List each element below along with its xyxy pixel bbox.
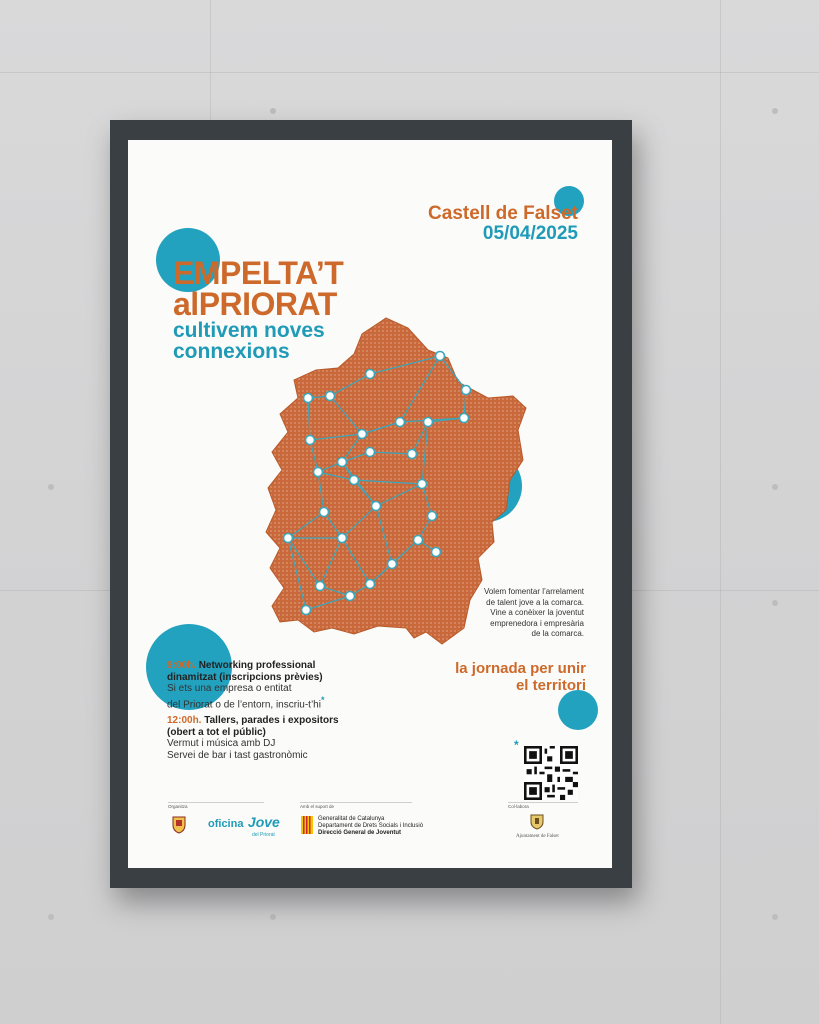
subtitle-line-2: connexions <box>173 340 290 363</box>
footer-divider <box>168 802 264 803</box>
poster-subtitle <box>173 320 325 362</box>
schedule-title: Networking professional <box>198 660 316 671</box>
qr-asterisk: * <box>514 738 519 752</box>
catalonia-flag-icon <box>301 816 313 834</box>
schedule-title: Tallers, parades i expositors <box>204 715 339 727</box>
schedule-time: 12:00h. <box>167 715 202 727</box>
subtitle-line-1: cultivem noves <box>173 319 325 342</box>
wall-hole <box>48 914 54 920</box>
footer-divider <box>300 802 412 803</box>
title-line-1: EMPELTA’T <box>173 255 344 291</box>
shield-crest-icon <box>172 816 186 834</box>
generalitat-line: Direcció General de Joventut <box>318 830 402 836</box>
footer-organitza-label: Organitza <box>168 804 188 809</box>
jove-logo-text: Jove <box>247 814 280 830</box>
schedule <box>167 660 339 761</box>
generalitat-line: Departament de Drets Socials i Inclusió <box>318 823 424 829</box>
footer-suport-label: Amb el suport de <box>300 804 335 809</box>
ajuntament-falset-label: Ajuntament de Falset <box>516 834 559 839</box>
schedule-item-morning <box>167 660 339 710</box>
wall-seam <box>210 0 211 120</box>
intro-text <box>404 587 584 640</box>
asterisk-mark: * <box>320 694 325 705</box>
schedule-item-noon <box>167 715 339 761</box>
generalitat-line: Generalitat de Catalunya <box>318 816 385 822</box>
poster-title <box>173 255 344 322</box>
falset-crest-icon <box>530 814 544 830</box>
generalitat-logo-text <box>318 816 423 837</box>
intro-line: de la comarca. <box>531 629 584 638</box>
footer-divider <box>508 802 578 803</box>
slogan-line-1: la jornada per unir <box>455 660 586 677</box>
wall-hole <box>48 484 54 490</box>
intro-line: Volem fomentar l’arrelament <box>483 587 584 596</box>
circle-slogan <box>558 690 598 730</box>
wall-hole <box>772 108 778 114</box>
schedule-time: 9:00h. <box>167 660 196 671</box>
intro-line: Vine a conèixer la joventut <box>490 608 584 617</box>
title-line-2: alPRIORAT <box>173 286 337 322</box>
oficina-logo-text: oficina <box>208 818 244 830</box>
intro-line: emprenedora i empresària <box>490 618 584 628</box>
wall-hole <box>772 484 778 490</box>
schedule-detail: del Priorat o de l’entorn, inscriu-t’hi <box>167 698 321 710</box>
qr-code-icon[interactable] <box>524 746 578 800</box>
poster <box>128 140 612 868</box>
schedule-detail: Si ets una empresa o entitat <box>167 683 292 694</box>
event-venue: Castell de Falset <box>428 203 578 224</box>
wall-seam <box>0 72 819 73</box>
oficina-logo-sub: del Priorat <box>252 832 275 838</box>
event-venue-date <box>428 204 578 244</box>
event-date: 05/04/2025 <box>482 223 578 244</box>
schedule-detail: Servei de bar i tast gastronòmic <box>167 749 308 761</box>
wall-hole <box>772 914 778 920</box>
wall-hole <box>772 600 778 606</box>
slogan-line-2: el territori <box>515 677 586 694</box>
schedule-title-cont: dinamitzat (inscripcions prèvies) <box>167 671 323 683</box>
wall-hole <box>270 108 276 114</box>
wall-hole <box>270 914 276 920</box>
schedule-detail: Vermut i música amb DJ <box>167 738 276 750</box>
wall-seam <box>720 0 721 1024</box>
footer-collabora-label: Col·labora <box>508 804 529 809</box>
slogan <box>455 660 586 694</box>
schedule-title-cont: (obert a tot el públic) <box>167 726 266 738</box>
oficina-jove-logo <box>208 814 280 838</box>
intro-line: de talent jove a la comarca. <box>486 597 584 607</box>
